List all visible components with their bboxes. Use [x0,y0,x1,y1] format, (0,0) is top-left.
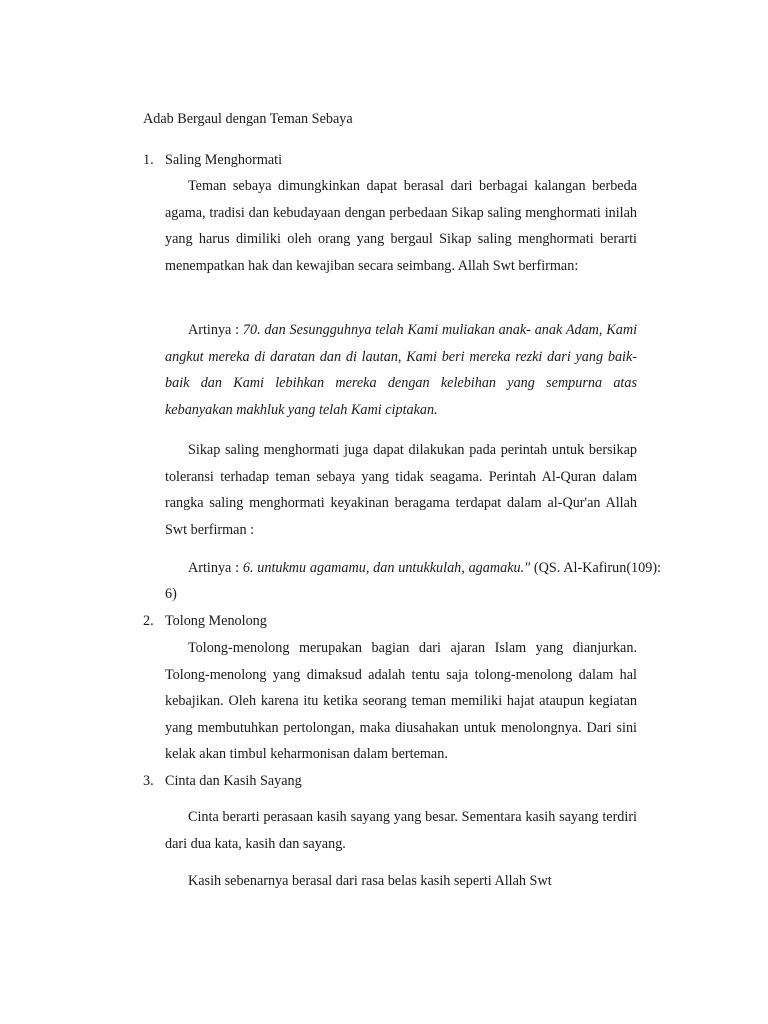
verse-prefix: Artinya : [188,560,243,576]
verse-text: 6. untukmu agamamu, dan untukkulah, agamaku." [242,560,531,576]
section-number: 1. [143,152,154,168]
section-heading: Cinta dan Kasih Sayang [165,773,302,789]
verse-translation [165,317,637,423]
paragraph: Cinta berarti perasaan kasih sayang yang besar. Sementara kasih sayang terdiri dari dua kata, kasih dan sayang. [165,809,637,852]
section-heading: Tolong Menolong [165,613,267,629]
paragraph: Teman sebaya dimungkinkan dapat berasal dari berbagai kalangan berbeda agama, tradisi dan kebudayaan dengan perbedaan Sikap saling menghormati inilah yang harus dimiliki oleh orang yang bergaul Sikap saling menghormati berarti menempatkan hak dan kewajiban secara seimbang. Allah Swt berfirman: [165,178,637,274]
verse-translation [165,555,661,607]
verse-text: 70. dan Sesungguhnya telah Kami muliakan anak- anak Adam, Kami angkut mereka di daratan dan di lautan, Kami beri mereka rezki dari yang baik-baik dan Kami lebihkan mereka dengan kelebihan yang sempurna atas kebanyakan makhluk yang telah Kami ciptakan. [165,322,638,418]
document-title: Adab Bergaul dengan Teman Sebaya [143,111,353,127]
paragraph: Sikap saling menghormati juga dapat dilakukan pada perintah untuk bersikap toleransi terhadap teman sebaya yang tidak seagama. Perintah Al-Quran dalam rangka saling menghormati keyakinan beragama terdapat dalam al-Qur'an Allah Swt berfirman : [165,442,637,538]
verse-citation: (QS. Al-Kafirun(109): 6) [165,560,661,602]
section-number: 2. [143,613,154,629]
paragraph: Tolong-menolong merupakan bagian dari ajaran Islam yang dianjurkan. Tolong-menolong yang dimaksud adalah tentu saja tolong-menolong dalam hal kebajikan. Oleh karena itu ketika seorang teman memiliki hajat ataupun kegiatan yang membutuhkan pertolongan, maka diusahakan untuk menolongnya. Dari sini kelak akan timbul keharmonisan dalam berteman. [165,640,637,762]
paragraph: Kasih sebenarnya berasal dari rasa belas kasih seperti Allah Swt [188,873,552,889]
section-number: 3. [143,773,154,789]
verse-prefix: Artinya : [188,322,243,338]
section-heading: Saling Menghormati [165,152,283,168]
